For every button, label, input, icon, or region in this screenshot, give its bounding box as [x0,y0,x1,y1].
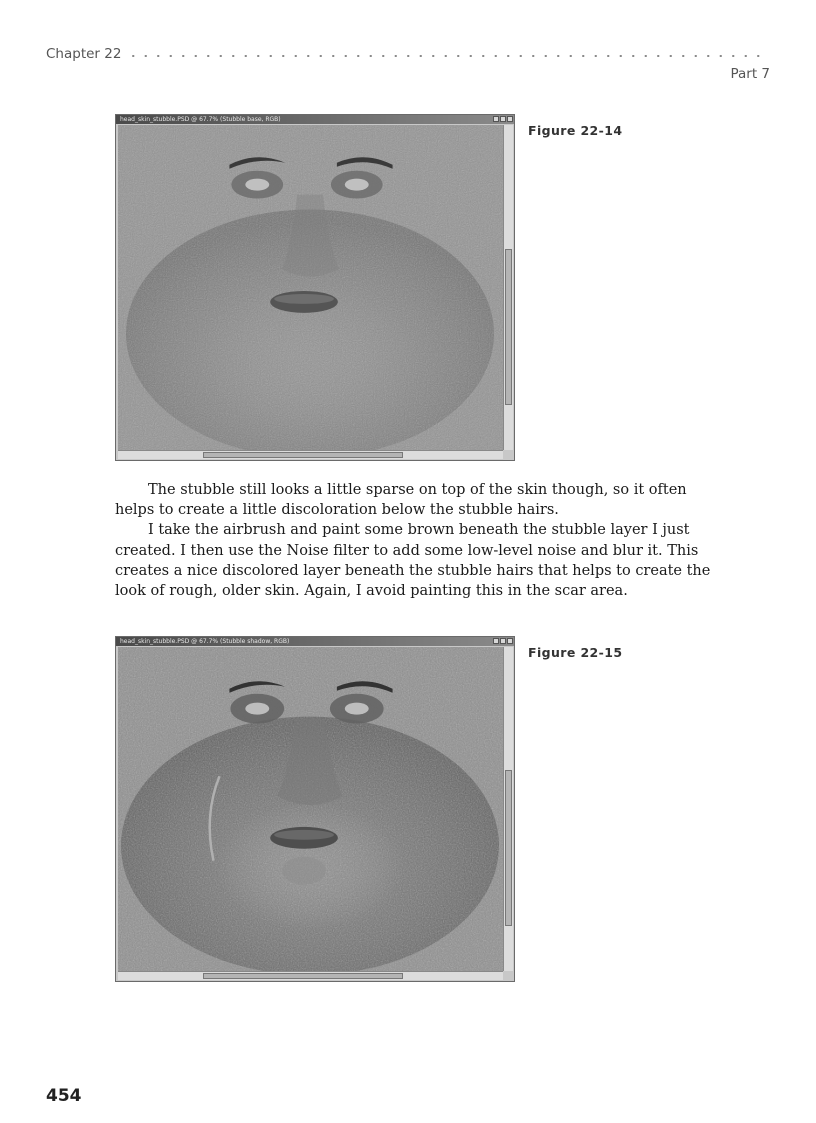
minimize-icon[interactable] [493,638,499,644]
paragraph: I take the airbrush and paint some brown beneath the stubble layer I just created. I then use the Noise filter to add some low-level noise and blur it. This creates a nice discolored layer beneath the stubble hairs that helps to create the look of rough, older skin. Again, I avoid painting this in the scar area. [115,522,711,600]
running-header [46,43,766,65]
leader-dots [127,55,766,57]
vertical-scroll-thumb[interactable] [505,770,512,926]
horizontal-scrollbar[interactable] [118,971,503,980]
face-texture-image [118,647,503,971]
window-title: head_skin_stubble.PSD @ 67.7% (Stubble base, RGB) [120,116,281,123]
close-icon[interactable] [507,638,513,644]
paragraph: The stubble still looks a little sparse on top of the skin though, so it often helps to create a little discoloration below the stubble hairs. [115,482,687,519]
horizontal-scrollbar[interactable] [118,450,503,459]
face-texture-image [118,125,503,450]
window-controls [493,116,513,122]
vertical-scroll-thumb[interactable] [505,249,512,405]
horizontal-scroll-thumb[interactable] [203,452,403,458]
face-texture-canvas [118,647,503,971]
minimize-icon[interactable] [493,116,499,122]
maximize-icon[interactable] [500,116,506,122]
window-title: head_skin_stubble.PSD @ 67.7% (Stubble shadow, RGB) [120,638,290,645]
window-titlebar [116,115,514,124]
maximize-icon[interactable] [500,638,506,644]
figure-22-15-screenshot [115,636,515,982]
close-icon[interactable] [507,116,513,122]
vertical-scrollbar[interactable] [503,125,513,450]
window-titlebar [116,637,514,646]
figure-caption: Figure 22-15 [528,645,623,660]
window-controls [493,638,513,644]
page-number: 454 [46,1086,82,1106]
face-texture-canvas [118,125,503,450]
vertical-scrollbar[interactable] [503,647,513,971]
chapter-label: Chapter 22 [46,46,122,62]
horizontal-scroll-thumb[interactable] [203,973,403,979]
figure-22-14-screenshot [115,114,515,461]
body-text [115,480,715,601]
part-label: Part 7 [730,66,770,82]
figure-caption: Figure 22-14 [528,123,623,138]
